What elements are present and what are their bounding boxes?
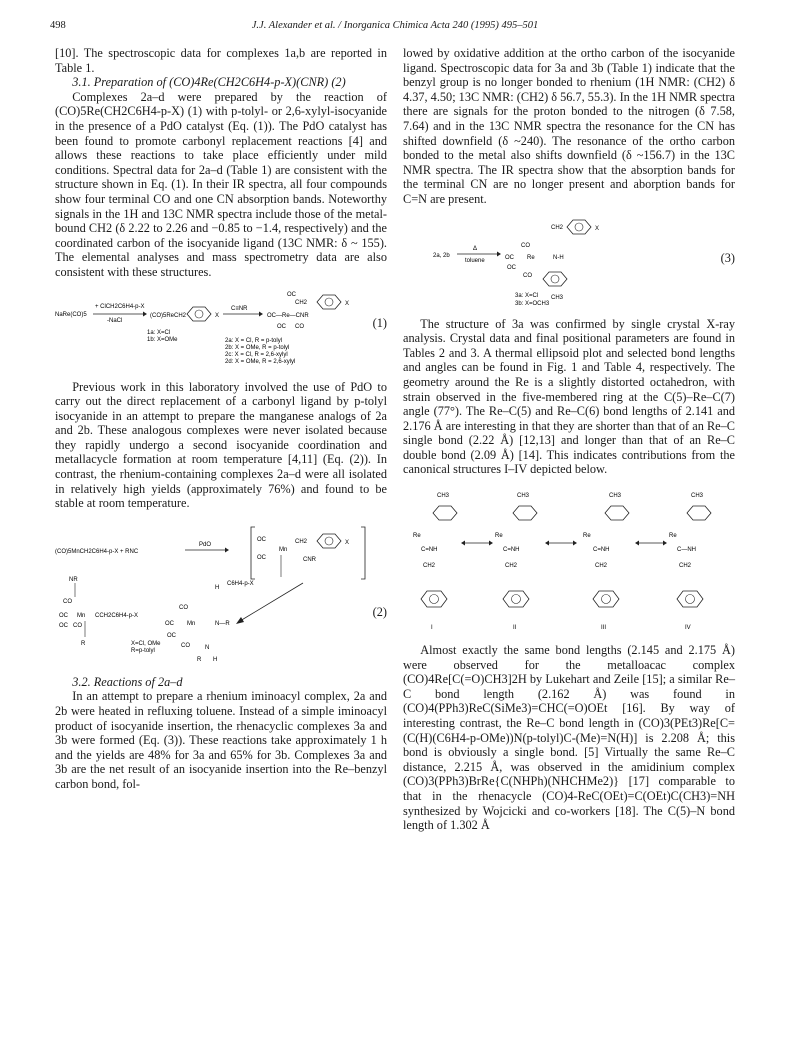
- eq1-oc: OC: [287, 291, 296, 298]
- eq1-re-line: OC—Re—CNR: [267, 312, 309, 319]
- canon-label-III: III: [601, 625, 607, 632]
- eq2-left-oc: OC: [59, 612, 68, 619]
- resonance-arrowhead: [461, 541, 465, 546]
- eq1-legend-2a: 2a: X = Cl, R = p-tolyl: [225, 337, 283, 344]
- paragraph: Complexes 2a–d were prepared by the reaction of (CO)5Re(CH2C6H4-p-X) (1) with p-tolyl- or 2,6-xylyl-isocyanide in the presence of a PdO catalyst (Eq. (1)). The PdO catalyst has been found to promote carbonyl replacement reactions [4] and allows these reactions to take place efficiently under mild conditions. Spectral data for 2a–d (Table 1) are consistent with the structure shown in Eq. (1). In their IR spectra, all four compounds show four terminal CO and one CN absorption bands. Noteworthy signals in the 1H and 13C NMR spectra include those of the metal-bound CH2 (δ 2.22 to 2.26 and −0.85 to −1.4, respectively) and the coordinated carbon of the isocyanide ligand (13C NMR: δ ~ 155). The elemental analyses and mass spectrometry data are also consistent with these structures.: [55, 89, 387, 279]
- paragraph: lowed by oxidative addition at the ortho carbon of the isocyanide ligand. Spectroscopic data for 3a and 3b (Table 1) indicate that the benzyl group is no longer bonded to rhenium (1H NMR: (CH2) δ 4.37, 4.50; 13C NMR: (CH2) δ 56.7, 55.3). In the 1H NMR spectra there are signals for the proton bonded to the nitrogen (δ 7.58, 7.64) and in the 13C NMR spectra the resonance for the CN has shifted downfield (δ ~240). The resonance of the ortho carbon bonded to the metal also shifts downfield (δ ~156.7) in the 13C NMR spectra. The IR spectra show that the absorption bands for the terminal CN are no longer present and aborption bands for C=N are present.: [403, 46, 735, 206]
- eq1-legend-2b: 2b: X = OMe, R = p-tolyl: [225, 344, 290, 351]
- eq2-int-oc: OC: [257, 536, 266, 543]
- eq3-arrowhead: [497, 251, 501, 256]
- canon-ch2: CH2: [505, 563, 518, 570]
- running-title: J.J. Alexander et al. / Inorganica Chimica Acta 240 (1995) 495–501: [251, 20, 539, 31]
- eq3-arrow-bottom: toluene: [465, 257, 485, 264]
- structure-II: [495, 493, 537, 631]
- eq2-right-r: R: [197, 656, 202, 663]
- page-header: [50, 20, 740, 36]
- equation-3: [403, 219, 735, 311]
- canon-nh2: C—NH: [677, 547, 696, 554]
- section-heading-3-2: 3.2. Reactions of 2a–d: [72, 674, 183, 689]
- eq2-reactant: (CO)5MnCH2C6H4-p-X + RNC: [55, 548, 139, 555]
- benzene-ring-icon: [187, 307, 211, 321]
- eq2-left-oc2: OC: [59, 622, 68, 629]
- eq2-right-co2: CO: [181, 642, 190, 649]
- benzene-ring-icon: [421, 591, 447, 607]
- eq3-ch3: CH3: [551, 294, 564, 301]
- eq1-co3: CO: [295, 323, 304, 330]
- eq3-legend-3b: 3b: X=OCH3: [515, 300, 550, 307]
- canon-ch2: CH2: [423, 563, 436, 570]
- eq3-re: Re: [527, 254, 535, 261]
- eq1-oc2: OC: [277, 323, 286, 330]
- benzene-ring-icon: [567, 220, 591, 234]
- canon-ch3: CH3: [517, 493, 530, 500]
- canon-nh: C=NH: [421, 547, 438, 554]
- eq2-arrow-2: [240, 583, 303, 621]
- benzene-ring-icon: [513, 506, 537, 520]
- left-column: [55, 46, 387, 792]
- eq2-arrowhead: [225, 547, 229, 552]
- aromatic-circle-icon: [686, 595, 695, 604]
- eq1-reagent-top: + ClCH2C6H4-p-X: [95, 303, 145, 310]
- canon-ch3: CH3: [437, 493, 450, 500]
- eq1-ch2: CH2: [295, 299, 308, 306]
- eq1-legend-1b: 1b: X=OMe: [147, 336, 178, 343]
- eq2-int-mn: Mn: [279, 546, 288, 553]
- bracket-left: [251, 527, 255, 579]
- eq3-oc: OC: [505, 254, 514, 261]
- eq3-ch2: CH2: [551, 224, 564, 231]
- benzene-ring-icon: [317, 295, 341, 309]
- eq2-rnote: R=p-tolyl: [131, 647, 155, 654]
- eq3-legend-3a: 3a: X=Cl: [515, 292, 539, 299]
- eq1-arrowhead-2: [259, 311, 263, 316]
- eq2-right-mn: Mn: [187, 620, 196, 627]
- eq3-nh: N-H: [553, 254, 564, 261]
- eq3-x: X: [595, 225, 600, 232]
- eq2-right-co: CO: [179, 604, 188, 611]
- aromatic-circle-icon: [195, 310, 203, 318]
- paragraph: In an attempt to prepare a rhenium iminoacyl complex, 2a and 2b were heated in refluxing toluene. Instead of a simple iminoacyl product of isocyanide insertion, the rhenacyclic complexes 3a and 3b were formed (Eq. (3)). These reactions take approximately 1 h and the yields are 48% for 3a and 65% for 3b. Complexes 3a and 3b are the net result of an isocyanide insertion into the Re–benzyl carbon bond, fol-: [55, 689, 387, 791]
- resonance-arrowhead: [663, 541, 667, 546]
- eq2-left-mn: Mn: [77, 612, 86, 619]
- canon-re: Re: [669, 533, 677, 540]
- canon-label-IV: IV: [685, 625, 691, 632]
- eq1-reagent-bottom: -NaCl: [107, 317, 123, 324]
- benzene-ring-icon: [593, 591, 619, 607]
- benzene-ring-icon: [503, 591, 529, 607]
- aromatic-circle-icon: [512, 595, 521, 604]
- aromatic-circle-icon: [430, 595, 439, 604]
- eq2-nr: NR: [69, 576, 78, 583]
- eq3-arrow-top: Δ: [473, 245, 478, 252]
- eq1-intermediate: (CO)5ReCH2: [150, 312, 187, 319]
- eq2-int-ch2: CH2: [295, 538, 308, 545]
- canon-re: Re: [495, 533, 503, 540]
- section-heading-3-1: 3.1. Preparation of (CO)4Re(CH2C6H4-p-X)(CNR) (2): [72, 75, 346, 90]
- eq2-right-oc: OC: [165, 620, 174, 627]
- eq2-right-h: H: [215, 584, 220, 591]
- aromatic-circle-icon: [551, 275, 559, 283]
- benzene-ring-icon: [543, 272, 567, 286]
- aromatic-circle-icon: [325, 537, 333, 545]
- canon-re: Re: [583, 533, 591, 540]
- eq2-xnote: X=Cl, OMe: [131, 640, 161, 647]
- structure-I: [413, 493, 457, 631]
- eq2-right-n: N: [205, 644, 210, 651]
- eq1-legend-2c: 2c: X = Cl, R = 2,6-xylyl: [225, 351, 288, 358]
- canon-ch3: CH3: [609, 493, 622, 500]
- canon-re: Re: [413, 533, 421, 540]
- canon-nh: C=NH: [503, 547, 520, 554]
- eq3-co2: CO: [523, 272, 532, 279]
- eq2-left-ch2: CCH2C6H4-p-X: [95, 612, 139, 619]
- paragraph: Almost exactly the same bond lengths (2.145 and 2.175 Å) were observed for the metalloacac complex (CO)4Re[C(=O)CH3]2H by Lukehart and Zeile [15]; a similar Re–C bond length (2.162 Å) was found in (CO)4(PPh3)ReC(SiMe3)=CHC(=O)OEt [16]. By way of interesting contrast, the Re–C bond length in (CO)3(PEt3)Re[C=(C(H)(C6H4-p-OMe))N(p-tolyl)C-(Me)=N(H)] is 2.208 Å; this bond is obviously a single bond. [5] Virtually the same Re–C distance, 2.215 Å, was observed in the amidinium complex (CO)3(PPh3)BrRe{C(NHPh)(NHCHMe2)} [17] comparable to that in the rhenacycle (CO)4-ReC(OEt)=C(OEt)C(CH3)=NH synthesized by Wojcicki and co-workers [18]. The C(5)–N bond length of 1.302 Å: [403, 643, 735, 833]
- eq2-int-oc2: OC: [257, 554, 266, 561]
- benzene-ring-icon: [677, 591, 703, 607]
- eq1-product-x: X: [345, 300, 350, 307]
- eq2-right-c6h4: C6H4-p-X: [227, 580, 254, 587]
- canonical-structures: [403, 487, 735, 637]
- eq1-legend-1a: 1a: X=Cl: [147, 329, 171, 336]
- eq2-left-co2: CO: [73, 622, 82, 629]
- eq1-legend-2d: 2d: X = OMe, R = 2,6-xylyl: [225, 358, 296, 365]
- canon-label-II: II: [513, 625, 517, 632]
- page-number: 498: [50, 20, 66, 31]
- eq2-arrowhead-2: [236, 617, 244, 624]
- eq3-co: CO: [521, 242, 530, 249]
- benzene-ring-icon: [317, 534, 341, 548]
- eq2-left-r: R: [81, 640, 86, 647]
- eq2-left-co: CO: [63, 598, 72, 605]
- benzene-ring-icon: [687, 506, 711, 520]
- canon-label-I: I: [431, 625, 433, 632]
- equation-1: [55, 286, 387, 374]
- equation-1-drawing: [55, 286, 387, 374]
- aromatic-circle-icon: [325, 298, 333, 306]
- equation-number: (2): [372, 604, 387, 619]
- equation-2-drawing: [55, 521, 387, 669]
- resonance-arrowhead: [489, 541, 493, 546]
- canon-ch3: CH3: [691, 493, 704, 500]
- equation-number: (3): [720, 250, 735, 265]
- paragraph: Previous work in this laboratory involved the use of PdO to carry out the direct replacement of a carbonyl ligand by p-tolyl isocyanide in an attempt to prepare the manganese analogs of 2a and 2b. These analogous complexes were never isolated because they rapidly undergo a second isocyanide coordination and metallacycle formation at room temperature [4,11] (Eq. (2)). In contrast, the rhenium-containing complexes 2a–d were all isolated in relatively high yields (approximately 76%) and found to be stable at room temperature.: [55, 379, 387, 511]
- benzene-ring-icon: [433, 506, 457, 520]
- canon-ch2: CH2: [595, 563, 608, 570]
- resonance-arrowhead: [635, 541, 639, 546]
- paragraph: The structure of 3a was confirmed by single crystal X-ray analysis. Crystal data and final positional parameters are found in Tables 2 and 3. A thermal ellipsoid plot and selected bond lengths and angles can be found in Fig. 1 and Table 4, respectively. The geometry around the Re is a slightly distorted octahedron, with strain observed in the five-membered ring at the C(5)–Re–C(7) angle (77°). The Re–C(5) and Re–C(6) bond lengths of 2.141 and 2.176 Å are interesting in that they are shorter than that of an Re–C single bond (2.22 Å) [12,13] and longer than that of an Re–C double bond (2.09 Å) [14]. This indicates contributions from the canonical structures I–IV depicted below.: [403, 316, 735, 477]
- eq2-int-cnr: CNR: [303, 556, 316, 563]
- aromatic-circle-icon: [602, 595, 611, 604]
- benzene-ring-icon: [605, 506, 629, 520]
- resonance-arrowhead: [573, 541, 577, 546]
- eq3-reactant: 2a, 2b: [433, 252, 450, 259]
- eq1-arrow-label: C≡NR: [231, 305, 248, 312]
- structure-III: [583, 493, 629, 631]
- eq2-arrow-label: PdO: [199, 541, 212, 548]
- eq1-arrowhead-1: [143, 311, 147, 316]
- equation-3-drawing: [403, 219, 735, 311]
- equation-2: [55, 521, 387, 669]
- aromatic-circle-icon: [575, 223, 583, 231]
- structure-IV: [669, 493, 711, 631]
- bracket-right: [361, 527, 365, 579]
- eq2-right-nr: N—R: [215, 620, 230, 627]
- right-column: [403, 46, 735, 833]
- eq1-x: X: [215, 312, 220, 319]
- eq1-reactant: NaRe(CO)5: [55, 311, 87, 318]
- paragraph: [10]. The spectroscopic data for complexes 1a,b are reported in Table 1.: [55, 46, 387, 75]
- eq2-int-x: X: [345, 539, 350, 546]
- equation-number: (1): [372, 315, 387, 330]
- eq2-right-h2: H: [213, 656, 218, 663]
- eq2-right-oc2: OC: [167, 632, 176, 639]
- canon-nh: C=NH: [593, 547, 610, 554]
- canon-ch2: CH2: [679, 563, 692, 570]
- resonance-arrowhead: [545, 541, 549, 546]
- canonical-structures-drawing: [403, 487, 735, 637]
- eq3-oc2: OC: [507, 264, 516, 271]
